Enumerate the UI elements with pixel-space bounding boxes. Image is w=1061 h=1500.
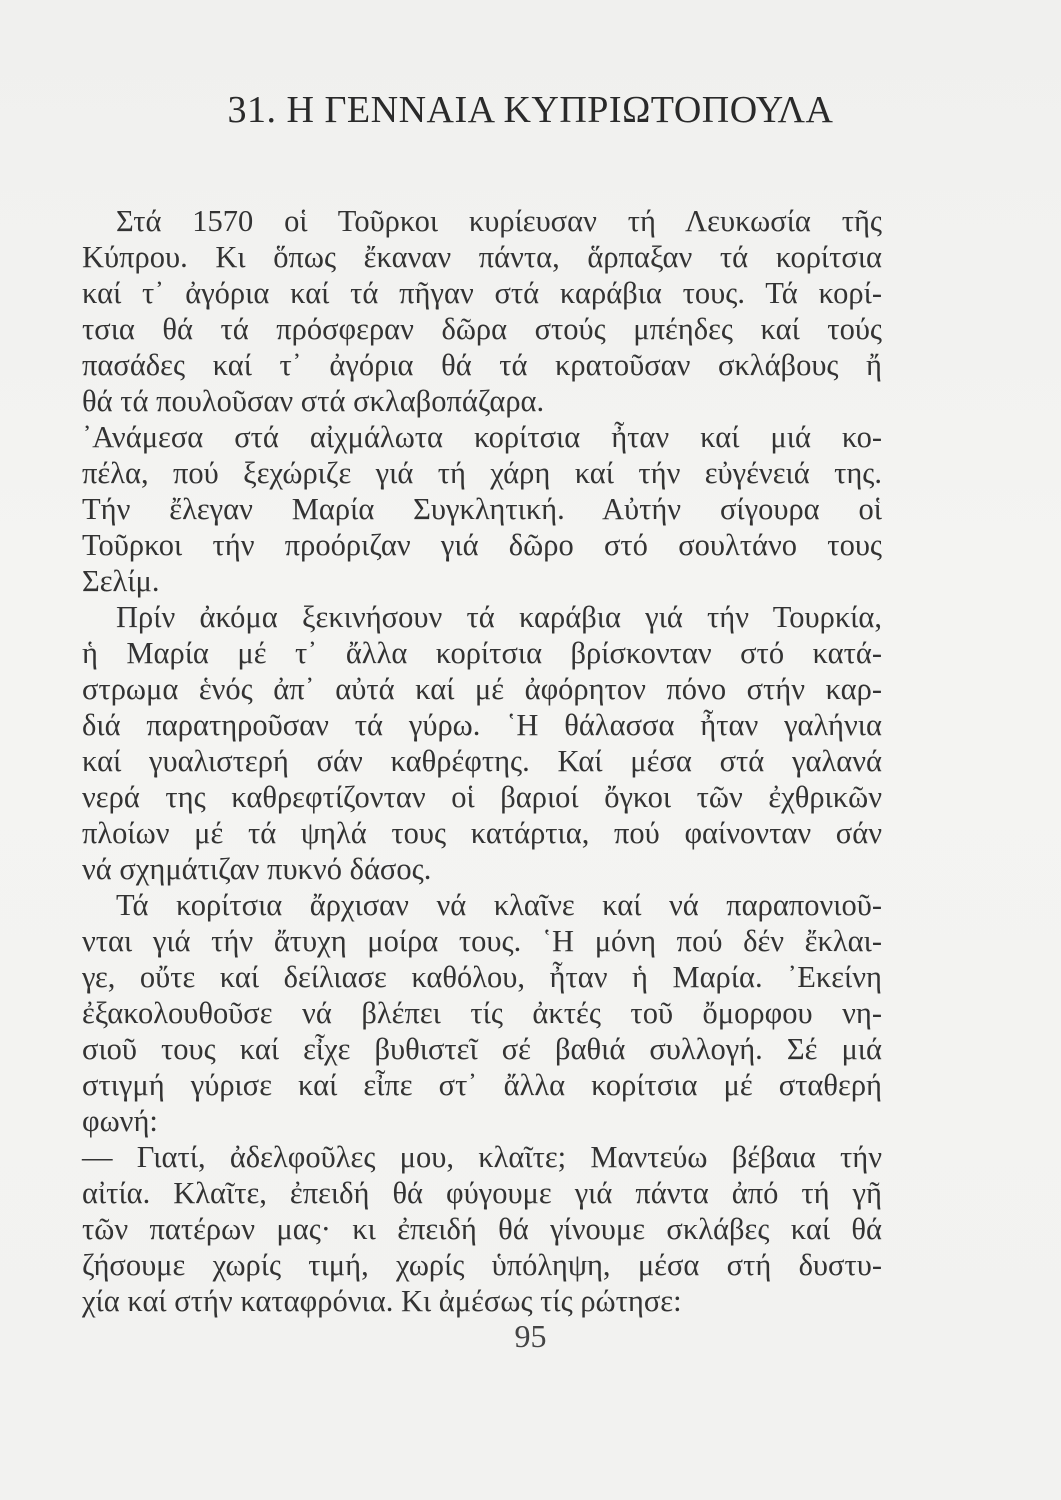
text-line: στιγμή γύρισε καί εἶπε στ᾿ ἄλλα κορίτσια μέ σταθερή [82,1068,882,1102]
text-line: Κύπρου. Κι ὅπως ἔκαναν πάντα, ἅρπαξαν τά κορίτσια [82,240,882,274]
text-line: πλοίων μέ τά ψηλά τους κατάρτια, πού φαίνονταν σάν [82,816,882,850]
text-line: Στά 1570 οἱ Τοῦρκοι κυρίευσαν τή Λευκωσία τῆς [116,204,882,238]
text-line: Πρίν ἀκόμα ξεκινήσουν τά καράβια γιά τήν Τουρκία, [116,600,882,634]
text-line: ᾿Ανάμεσα στά αἰχμάλωτα κορίτσια ἦταν καί μιά κο- [82,420,882,454]
text-line: πασάδες καί τ᾿ ἀγόρια θά τά κρατοῦσαν σκλάβους ἤ [82,348,882,382]
text-line: διά παρατηροῦσαν τά γύρω. ῾Η θάλασσα ἦταν γαλήνια [82,708,882,742]
text-line: γε, οὔτε καί δείλιασε καθόλου, ἦταν ἡ Μαρία. ᾿Εκείνη [82,960,882,994]
text-line: χία καί στήν καταφρόνια. Κι ἀμέσως τίς ρώτησε: [82,1284,682,1318]
text-line: νται γιά τήν ἄτυχη μοίρα τους. ῾Η μόνη πού δέν ἔκλαι- [82,924,882,958]
chapter-body [82,203,882,1319]
text-line: στρωμα ἑνός ἀπ᾿ αὐτά καί μέ ἀφόρητον πόνο στήν καρ- [82,672,882,706]
text-line: ἐξακολουθοῦσε νά βλέπει τίς ἀκτές τοῦ ὄμορφου νη- [82,996,882,1030]
text-line: νά σχημάτιζαν πυκνό δάσος. [82,852,432,886]
text-line: τῶν πατέρων μας· κι ἐπειδή θά γίνουμε σκλάβες καί θά [82,1212,882,1246]
chapter-title: 31. Η ΓΕΝΝΑΙΑ ΚΥΠΡΙΩΤΟΠΟΥΛΑ [227,89,834,131]
text-line: καί τ᾿ ἀγόρια καί τά πῆγαν στά καράβια τους. Τά κορί- [82,276,882,310]
text-line: ἡ Μαρία μέ τ᾿ ἄλλα κορίτσια βρίσκονταν στό κατά- [82,636,882,670]
text-line: ζήσουμε χωρίς τιμή, χωρίς ὑπόληψη, μέσα στή δυστυ- [82,1248,882,1282]
text-line: καί γυαλιστερή σάν καθρέφτης. Καί μέσα στά γαλανά [82,744,882,778]
text-line: θά τά πουλοῦσαν στά σκλαβοπάζαρα. [82,384,545,418]
text-line: τσια θά τά πρόσφεραν δῶρα στούς μπέηδες καί τούς [82,312,882,346]
text-line: Τοῦρκοι τήν προόριζαν γιά δῶρο στό σουλτάνο τους [82,528,882,562]
page-number: 95 [514,1318,547,1354]
text-line: σιοῦ τους καί εἶχε βυθιστεῖ σέ βαθιά συλλογή. Σέ μιά [82,1032,882,1066]
text-line: αἰτία. Κλαῖτε, ἐπειδή θά φύγουμε γιά πάντα ἀπό τή γῆ [82,1176,882,1210]
text-line: Σελίμ. [82,564,160,598]
text-line: νερά της καθρεφτίζονταν οἱ βαριοί ὄγκοι τῶν ἐχθρικῶν [82,780,882,814]
text-line: φωνή: [82,1104,158,1138]
text-line: Τήν ἔλεγαν Μαρία Συγκλητική. Αὐτήν σίγουρα οἱ [82,492,882,526]
text-line: Τά κορίτσια ἄρχισαν νά κλαῖνε καί νά παραπονιοῦ- [116,888,882,922]
text-line: — Γιατί, ἀδελφοῦλες μου, κλαῖτε; Μαντεύω βέβαια τήν [82,1140,882,1174]
text-line: πέλα, πού ξεχώριζε γιά τή χάρη καί τήν εὐγένειά της. [82,456,882,490]
